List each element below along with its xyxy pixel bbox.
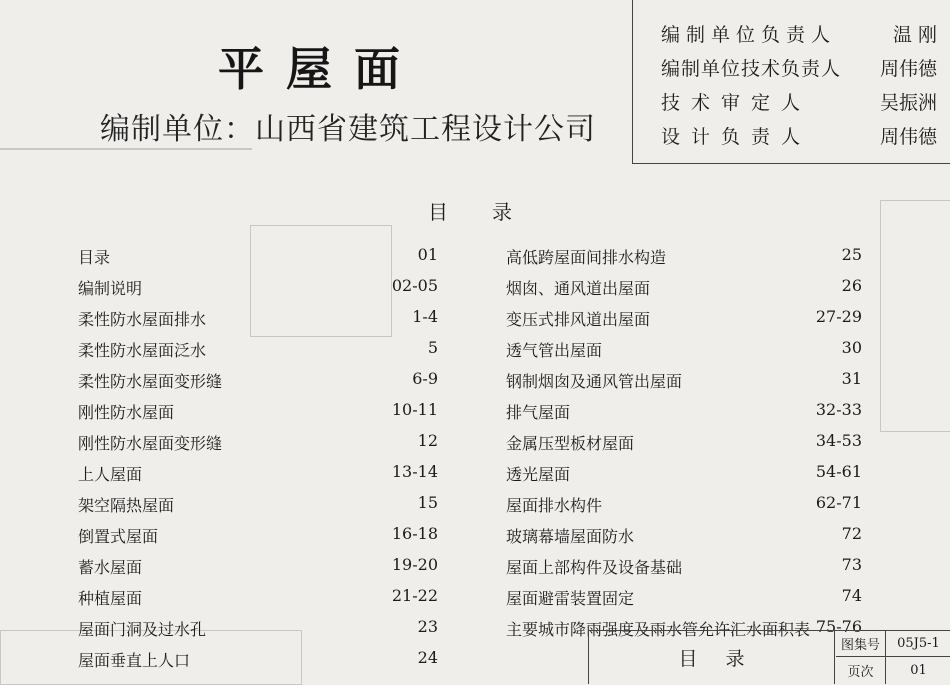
- responsible-role: 设计负责人: [661, 126, 812, 148]
- toc-item-page: 30: [841, 338, 862, 357]
- responsible-row: [661, 122, 937, 152]
- toc-item-label: 主要城市降雨强度及雨水管允许汇水面积表: [506, 620, 811, 639]
- responsible-role: 编制单位负责人: [661, 24, 837, 46]
- toc-item-page: 1-4: [412, 307, 438, 326]
- toc-item-label: 柔性防水屋面排水: [78, 310, 207, 329]
- toc-item-page: 62-71: [815, 493, 862, 512]
- responsible-name: 温 刚: [892, 24, 937, 46]
- toc-item-page: 16-18: [391, 524, 438, 543]
- responsible-name: 周伟德: [879, 126, 937, 148]
- toc-item-label: 屋面门洞及过水孔: [78, 620, 207, 639]
- toc-item-label: 刚性防水屋面变形缝: [78, 434, 223, 453]
- atlas-number-label: 图集号: [836, 631, 886, 657]
- toc-item-label: 高低跨屋面间排水构造: [506, 248, 667, 267]
- toc-item-label: 倒置式屋面: [78, 527, 159, 546]
- toc-item-label: 柔性防水屋面变形缝: [78, 372, 223, 391]
- toc-item-page: 27-29: [815, 307, 862, 326]
- organization-line: 编制单位：山西省建筑工程设计公司: [100, 112, 596, 147]
- toc-item-label: 上人屋面: [78, 465, 143, 484]
- toc-item-page: 54-61: [815, 462, 862, 481]
- toc-item-page: 26: [841, 276, 862, 295]
- toc-item-page: 10-11: [391, 400, 438, 419]
- toc-item-label: 蓄水屋面: [78, 558, 143, 577]
- toc-item-page: 31: [841, 369, 862, 388]
- toc-item-label: 目录: [78, 248, 111, 267]
- toc-item-page: 12: [417, 431, 438, 450]
- toc-item-label: 柔性防水屋面泛水: [78, 341, 207, 360]
- responsible-name: 吴振洲: [879, 92, 937, 114]
- toc-item-page: 6-9: [412, 369, 438, 388]
- responsible-row: [661, 88, 937, 118]
- page-number-label: 页次: [836, 657, 886, 684]
- page-title: 平屋面: [218, 42, 422, 96]
- toc-item-page: 34-53: [815, 431, 862, 450]
- toc-item-label: 玻璃幕墙屋面防水: [506, 527, 635, 546]
- toc-item-page: 72: [841, 524, 862, 543]
- toc-item-label: 透光屋面: [506, 465, 571, 484]
- title-block: [588, 630, 950, 684]
- toc-item-label: 编制说明: [78, 279, 143, 298]
- responsible-row: [661, 20, 937, 50]
- toc-item-page: 21-22: [391, 586, 438, 605]
- toc-item-label: 屋面避雷装置固定: [506, 589, 635, 608]
- toc-item-page: 15: [417, 493, 438, 512]
- toc-item-label: 排气屋面: [506, 403, 571, 422]
- responsibility-box: [632, 0, 950, 164]
- toc-item-page: 32-33: [815, 400, 862, 419]
- toc-item-page: 23: [417, 617, 438, 636]
- toc-item-label: 刚性防水屋面: [78, 403, 175, 422]
- toc-item-page: 01: [417, 245, 438, 264]
- toc-item-label: 透气管出屋面: [506, 341, 603, 360]
- toc-item-page: 02-05: [391, 276, 438, 295]
- toc-item-label: 金属压型板材屋面: [506, 434, 635, 453]
- toc-item-label: 钢制烟囱及通风管出屋面: [506, 372, 683, 391]
- ghost-box: [880, 200, 950, 432]
- responsible-row: [661, 54, 937, 84]
- toc-item-label: 变压式排风道出屋面: [506, 310, 651, 329]
- toc-item-page: 75-76: [815, 617, 862, 636]
- toc-heading: 目录: [428, 200, 556, 224]
- toc-item-label: 屋面上部构件及设备基础: [506, 558, 683, 577]
- toc-item-page: 74: [841, 586, 862, 605]
- toc-item-label: 烟囱、通风道出屋面: [506, 279, 651, 298]
- toc-item-label: 屋面排水构件: [506, 496, 603, 515]
- toc-item-page: 19-20: [391, 555, 438, 574]
- toc-item-page: 24: [417, 648, 438, 667]
- ghost-line: [0, 148, 252, 150]
- toc-item-page: 73: [841, 555, 862, 574]
- toc-item-label: 屋面垂直上人口: [78, 651, 191, 670]
- page-number-value: 01: [910, 663, 927, 678]
- toc-item-label: 种植屋面: [78, 589, 143, 608]
- responsible-name: 周伟德: [879, 58, 937, 80]
- responsible-role: 技术审定人: [661, 92, 812, 114]
- atlas-number-value: 05J5-1: [886, 631, 950, 657]
- ghost-box: [250, 225, 392, 337]
- title-block-grid: [836, 631, 950, 684]
- responsible-role: 编制单位技术负责人: [661, 58, 842, 80]
- title-block-sheet-title: 目录: [589, 631, 835, 684]
- toc-item-label: 架空隔热屋面: [78, 496, 175, 515]
- toc-item-page: 13-14: [391, 462, 438, 481]
- toc-item-page: 5: [427, 338, 438, 357]
- toc-item-page: 25: [841, 245, 862, 264]
